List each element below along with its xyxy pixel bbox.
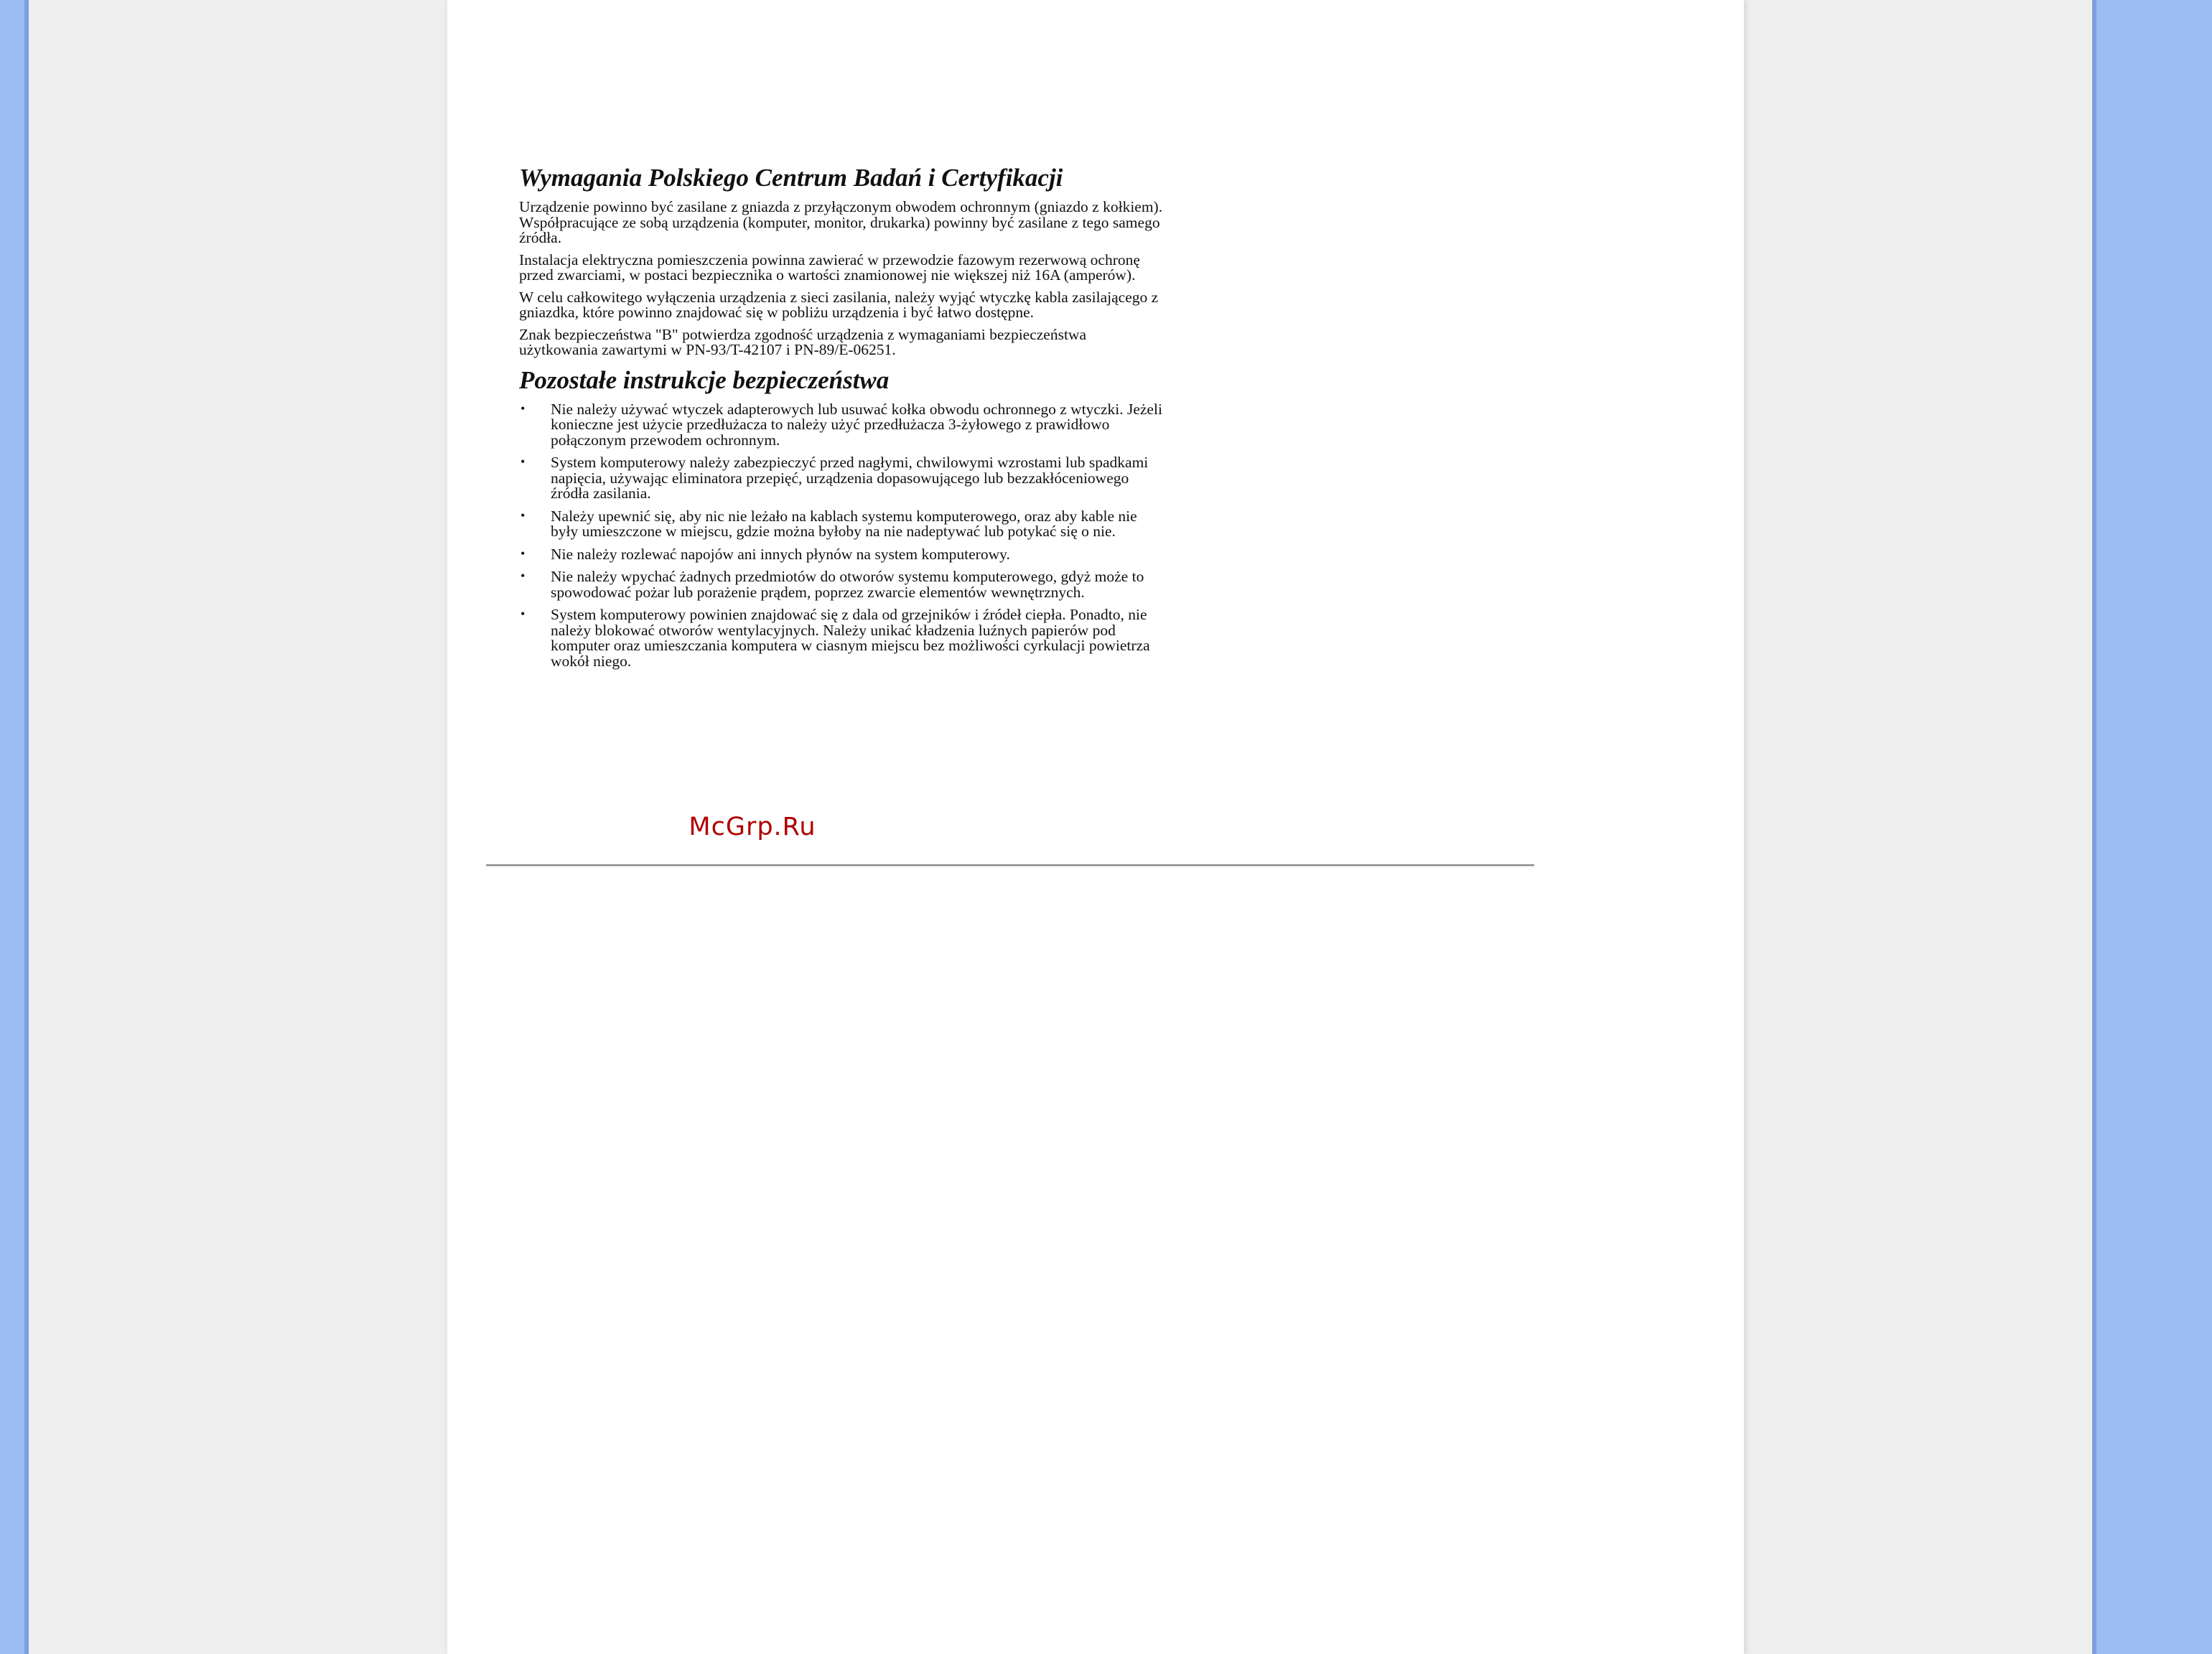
list-item: • System komputerowy należy zabezpieczyć przed nagłymi, chwilowymi wzrostami lub spadkami napięcia, używając eliminatora przepięć, urządzenia dopasowującego lub bezzakłóceniowego źródła zasilania. xyxy=(521,454,1149,502)
bullet-icon: • xyxy=(521,454,526,469)
paragraph: Znak bezpieczeństwa "B" potwierdza zgodność urządzenia z wymaganiami bezpieczeństwa użytkowania zawartymi w PN-93/T-42107 i PN-89/E-06251. xyxy=(519,325,1086,358)
list-item: • Nie należy używać wtyczek adapterowych lub usuwać kołka obwodu ochronnego z wtyczki. Jeżeli konieczne jest użycie przedłużacza to należy użyć przedłużacza 3-żyłowego z prawidłowo połączonym przewodem ochronnym. xyxy=(521,400,1162,449)
bullet-icon: • xyxy=(521,401,526,416)
bullet-icon: • xyxy=(521,569,526,583)
safety-instructions-list xyxy=(519,402,1165,670)
paragraph: Instalacja elektryczna pomieszczenia powinna zawierać w przewodzie fazowym rezerwową ochronę przed zwarciami, w postaci bezpiecznika o wartości znamionowej nie większej niż 16A (amperów). xyxy=(519,251,1140,284)
list-item: • Nie należy rozlewać napojów ani innych płynów na system komputerowy. xyxy=(521,545,1010,563)
list-item: • Nie należy wpychać żadnych przedmiotów do otworów systemu komputerowego, gdyż może to spowodować pożar lub porażenie prądem, poprzez zwarcie elementów wewnętrznych. xyxy=(521,568,1144,601)
section-title-safety: Pozostałe instrukcje bezpieczeństwa xyxy=(519,365,890,394)
section-title-pcbc: Wymagania Polskiego Centrum Badań i Certyfikacji xyxy=(519,164,1063,192)
paragraph: W celu całkowitego wyłączenia urządzenia z sieci zasilania, należy wyjąć wtyczkę kabla zasilającego z gniazdka, które powinno znajdować się w pobliżu urządzenia i być łatwo dostępne. xyxy=(519,288,1159,321)
page-content xyxy=(519,162,1165,676)
list-item: • System komputerowy powinien znajdować się z dala od grzejników i źródeł ciepła. Ponadto, nie należy blokować otworów wentylacyjnych. Należy unikać kładzenia luźnych papierów pod komputer oraz umieszczania komputera w ciasnym miejscu bez możliwości cyrkulacji powietrza wokół niego. xyxy=(521,606,1150,670)
bullet-icon: • xyxy=(521,508,526,523)
horizontal-divider xyxy=(486,864,1534,866)
right-border-edge xyxy=(2092,0,2096,1654)
bullet-icon: • xyxy=(521,607,526,621)
left-blue-border xyxy=(0,0,27,1654)
site-watermark-link[interactable]: McGrp.Ru xyxy=(689,813,816,841)
paragraph: Urządzenie powinno być zasilane z gniazda z przyłączonym obwodem ochronnym (gniazdo z kołkiem). Współpracujące ze sobą urządzenia (komputer, monitor, drukarka) powinny być zasilane z tego samego źródła. xyxy=(519,198,1163,246)
list-item: • Należy upewnić się, aby nic nie leżało na kablach systemu komputerowego, oraz aby kable nie były umieszczone w miejscu, gdzie można byłoby na nie nadeptywać lub potykać się o nie. xyxy=(521,507,1137,540)
bullet-icon: • xyxy=(521,546,526,561)
